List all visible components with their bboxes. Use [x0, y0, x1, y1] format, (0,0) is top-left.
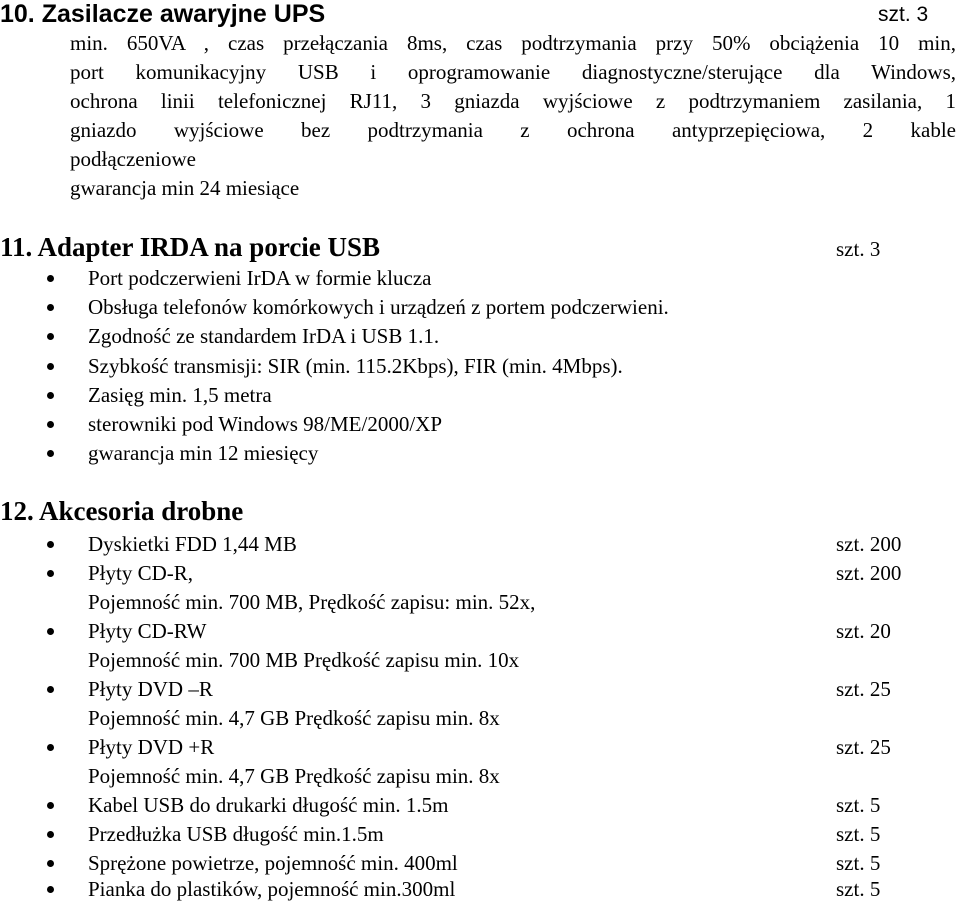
bullet-icon [47, 686, 54, 693]
list-item-label: gwarancja min 12 miesięcy [88, 441, 319, 465]
list-item-detail: Pojemność min. 700 MB, Prędkość zapisu: min. 52x, [88, 590, 536, 614]
list-item-label: Kabel USB do drukarki długość min. 1.5m [88, 793, 449, 817]
bullet-icon [47, 860, 54, 867]
list-item [0, 849, 960, 878]
list-item-label: Płyty CD-R, [88, 561, 194, 585]
bullet-icon [47, 363, 54, 370]
bullet-icon [47, 450, 54, 457]
list-item-quantity: szt. 5 [836, 822, 881, 846]
list-item [0, 791, 960, 820]
description-line: gwarancja min 24 miesiące [70, 176, 300, 200]
list-item-quantity: szt. 200 [836, 532, 902, 556]
section-11-quantity: szt. 3 [836, 237, 881, 261]
list-item-label: sterowniki pod Windows 98/ME/2000/XP [88, 412, 443, 436]
bullet-icon [47, 570, 54, 577]
description-line: min. 650VA , czas przełączania 8ms, czas podtrzymania przy 50% obciążenia 10 min, [70, 31, 956, 55]
description-line: gniazdo wyjściowe bez podtrzymania z ochrona antyprzepięciowa, 2 kable [70, 118, 956, 142]
list-item-label: Zgodność ze standardem IrDA i USB 1.1. [88, 324, 440, 348]
section-10-title: 10. Zasilacze awaryjne UPS [0, 0, 326, 28]
list-item-detail: Pojemność min. 700 MB Prędkość zapisu min. 10x [88, 648, 520, 672]
list-item-quantity: szt. 200 [836, 561, 902, 585]
list-item [0, 675, 960, 704]
list-item [0, 820, 960, 849]
description-line: ochrona linii telefonicznej RJ11, 3 gniazda wyjściowe z podtrzymaniem zasilania, 1 [70, 89, 956, 113]
list-item [0, 530, 960, 559]
list-item [0, 410, 960, 439]
list-item-quantity: szt. 5 [836, 851, 881, 875]
list-item-label: Zasięg min. 1,5 metra [88, 383, 272, 407]
bullet-icon [47, 333, 54, 340]
list-item-quantity: szt. 25 [836, 677, 891, 701]
list-item [0, 559, 960, 588]
description-line: podłączeniowe [70, 147, 196, 171]
list-item-label: Płyty CD-RW [88, 619, 207, 643]
list-item-label: Pianka do plastików, pojemność min.300ml [88, 877, 456, 901]
list-item-label: Dyskietki FDD 1,44 MB [88, 532, 297, 556]
bullet-icon [47, 541, 54, 548]
list-item [0, 293, 960, 322]
bullet-icon [47, 831, 54, 838]
list-item [0, 617, 960, 646]
list-item-detail: Pojemność min. 4,7 GB Prędkość zapisu min. 8x [88, 706, 500, 730]
list-item-quantity: szt. 20 [836, 619, 891, 643]
bullet-icon [47, 421, 54, 428]
list-item [0, 264, 960, 293]
list-item-label: Sprężone powietrze, pojemność min. 400ml [88, 851, 458, 875]
list-item [0, 322, 960, 351]
list-item [0, 352, 960, 381]
list-item [0, 439, 960, 468]
list-item-label: Szybkość transmisji: SIR (min. 115.2Kbps), FIR (min. 4Mbps). [88, 354, 623, 378]
list-item-label: Płyty DVD +R [88, 735, 215, 759]
list-item-quantity: szt. 5 [836, 877, 881, 901]
list-item [0, 381, 960, 410]
list-item-label: Płyty DVD –R [88, 677, 213, 701]
bullet-icon [47, 275, 54, 282]
bullet-icon [47, 628, 54, 635]
bullet-icon [47, 802, 54, 809]
list-item-detail: Pojemność min. 4,7 GB Prędkość zapisu min. 8x [88, 764, 500, 788]
bullet-icon [47, 304, 54, 311]
description-line: port komunikacyjny USB i oprogramowanie diagnostyczne/sterujące dla Windows, [70, 60, 956, 84]
bullet-icon [47, 392, 54, 399]
bullet-icon [47, 744, 54, 751]
list-item-quantity: szt. 5 [836, 793, 881, 817]
list-item-quantity: szt. 25 [836, 735, 891, 759]
section-10-description [70, 29, 956, 203]
section-10-quantity: szt. 3 [878, 3, 929, 26]
list-item-label: Przedłużka USB długość min.1.5m [88, 822, 384, 846]
section-12-title: 12. Akcesoria drobne [0, 496, 244, 526]
list-item [0, 875, 960, 904]
section-11-title: 11. Adapter IRDA na porcie USB [0, 232, 381, 262]
list-item-label: Obsługa telefonów komórkowych i urządzeń z portem podczerwieni. [88, 295, 669, 319]
bullet-icon [47, 886, 54, 893]
list-item [0, 733, 960, 762]
list-item-label: Port podczerwieni IrDA w formie klucza [88, 266, 432, 290]
